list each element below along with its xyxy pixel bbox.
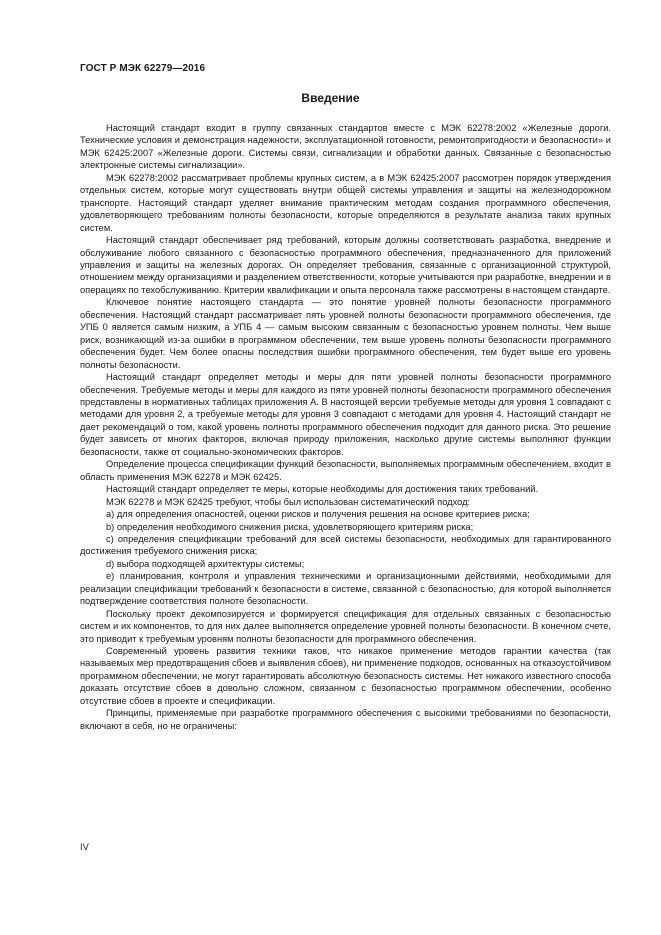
list-item: d) выбора подходящей архитектуры системы; [106,558,305,569]
paragraph: МЭК 62278:2002 рассматривает проблемы крупных систем, а в МЭК 62425:2007 рассмотрен порядок утверждения отдельных систем, которые могут существовать внутри общей системы управления и защиты на железнодорожном транспорте. Настоящий стандарт уделяет внимание практическим методам создания программного обеспечения, удовлетворяющего требованиям полноты безопасности, которые определяются в результате анализа таких крупных систем. [80,172,611,233]
paragraph: Принципы, применяемые при разработке программного обеспечения с высокими требованиями по безопасности, включают в себя, но не ограничены: [80,708,611,731]
paragraph: Определение процесса спецификации функций безопасности, выполняемых программным обеспечением, входит в область применения МЭК 62278 и МЭК 62425. [80,459,611,482]
page-number: IV [80,842,89,852]
paragraph: Поскольку проект декомпозируется и формируется спецификация для отдельных связанных с безопасностью систем и их компонентов, то для них далее выполняется определение уровней полноты безопасности. В конечном счете, это приводит к требуемым уровням полноты безопасности для программного обеспечения. [80,608,611,644]
paragraph: Современный уровень развития техники таков, что никакое применение методов гарантии качества (так называемых мер предотвращения сбоев и выявления сбоев), ни применение подходов, основанных на отказоустойчивом программном обеспечении, не могут гарантировать абсолютную безопасность системы. Нет никакого известного способа доказать отсутствие сбоев в довольно сложном, связанном с безопасностью программном обеспечении, особенно отсутствие сбоев в проекте и спецификации. [80,646,611,706]
paragraph: Настоящий стандарт обеспечивает ряд требований, которым должны соответствовать разработка, внедрение и обслуживание любого связанного с безопасностью программного обеспечения, предназначенного для приложений управления и защиты на железных дорогах. Он определяет требования, связанные с организационной структурой, отношением между организациями и разделением ответственности, которые учитываются при разработке, внедрении и в операциях по техобслуживанию. Критерии квалификации и опыта персонала также рассмотрены в настоящем стандарте. [80,235,611,295]
paragraph: МЭК 62278 и МЭК 62425 требуют, чтобы был использован систематический подход: [106,496,471,507]
paragraph: Настоящий стандарт входит в группу связанных стандартов вместе с МЭК 62278:2002 «Железные дороги. Технические условия и демонстрация надежности, эксплуатационной готовности, ремонтопригодности и безопасности» и МЭК 62425:2007 «Железные дороги. Системы связи, сигнализации и обработки данных. Связанные с безопасностью электронные системы сигнализации». [80,123,611,171]
body-text [80,122,611,732]
paragraph: Настоящий стандарт определяет те меры, которые необходимы для достижения таких требований. [106,484,539,495]
list-item: a) для определения опасностей, оценки рисков и получения решения на основе критериев риска; [106,509,530,520]
section-title: Введение [301,91,360,105]
list-item: e) планирования, контроля и управления техническими и организационными действиями, необходимыми для реализации спецификации требований к безопасности в системе, связанной с безопасностью, для которой выполняется подтверждение соответствия полноте безопасности. [80,571,611,607]
standard-header: ГОСТ Р МЭК 62279—2016 [80,63,206,74]
paragraph: Настоящий стандарт определяет методы и меры для пяти уровней полноты безопасности программного обеспечения. Требуемые методы и меры для каждого из пяти уровней полноты безопасности программного обеспечения представлены в нормативных таблицах приложения А. В настоящей версии требуемые методы для уровня 1 совпадают с методами для уровня 2, а требуемые методы для уровня 3 совпадают с методами для уровня 4. Настоящий стандарт не дает рекомендаций о том, какой уровень полноты программного обеспечения подходит для данного риска. Это решение будет зависеть от многих факторов, включая природу приложения, насколько другие системы выполняют функции безопасности, также от социально-экономических факторов. [80,372,611,457]
paragraph: Ключевое понятие настоящего стандарта — это понятие уровней полноты безопасности программного обеспечения. Настоящий стандарт рассматривает пять уровней полноты безопасности программного обеспечения, где УПБ 0 является самым низким, а УПБ 4 — самым высоким связанным с безопасностью уровнем полноты. Чем выше риск, возникающий из-за ошибки в программном обеспечении, тем выше уровень полноты безопасности программного обеспечения будет. Чем более опасны последствия ошибки программного обеспечения, тем будет выше его уровень полноты безопасности. [80,297,611,370]
list-item: b) определения необходимого снижения риска, удовлетворяющего критериям риска; [106,521,474,532]
list-item: c) определения спецификации требований для всей системы безопасности, необходимых для гарантированного достижения требуемого снижения риска; [80,533,611,557]
